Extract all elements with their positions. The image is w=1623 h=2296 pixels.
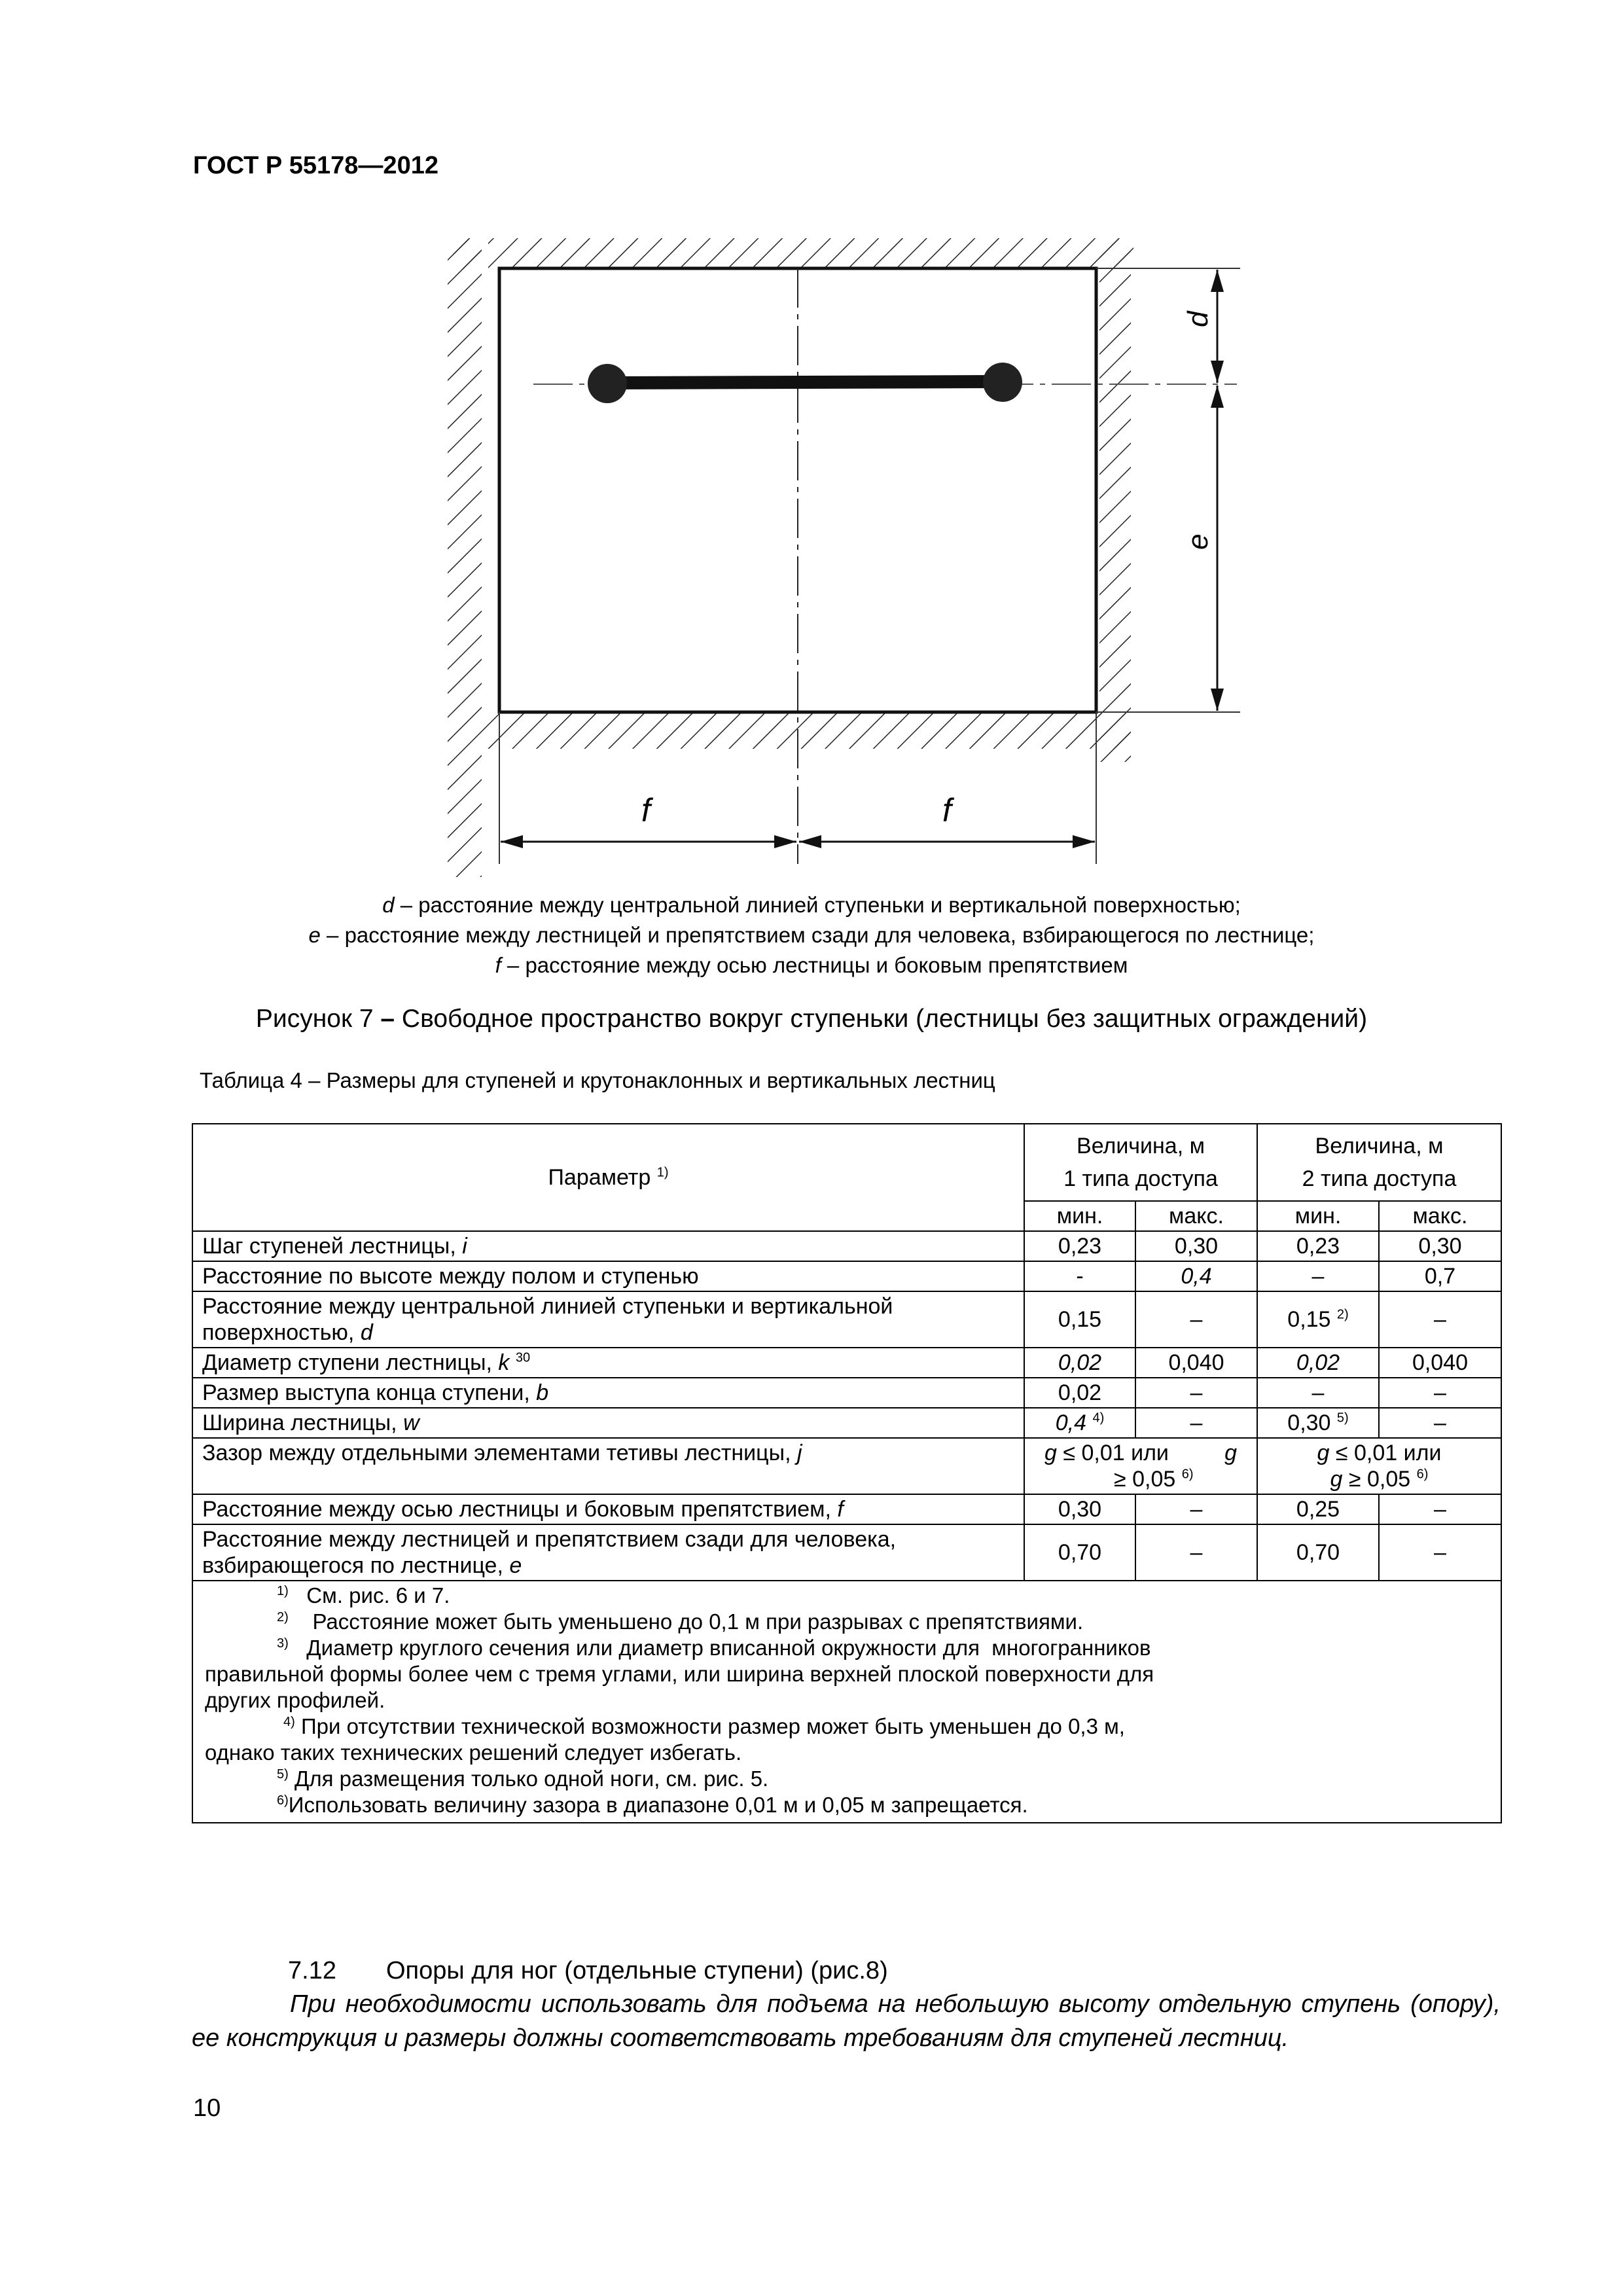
value-cell: 0,040 bbox=[1379, 1348, 1501, 1378]
table-row bbox=[192, 1231, 1501, 1261]
value-cell: 0,30 bbox=[1379, 1231, 1501, 1261]
footnote: $^{6)}$Использовать величину зазора в диапазоне 0,01 м и 0,05 м запрещается. bbox=[277, 1793, 1028, 1817]
value-cell: – bbox=[1135, 1494, 1257, 1524]
header-max-1: макс. bbox=[1135, 1201, 1257, 1231]
value-cell: - bbox=[1024, 1261, 1135, 1291]
section-number: 7.12 bbox=[288, 1957, 336, 1984]
param-cell: Расстояние по высоте между полом и ступенью bbox=[192, 1261, 1024, 1291]
value-cell: – bbox=[1135, 1524, 1257, 1581]
legend-line-d: d – расстояние между центральной линией ступеньки и вертикальной поверхностью; bbox=[382, 893, 1241, 917]
param-cell: Размер выступа конца ступени, b bbox=[192, 1378, 1024, 1408]
table-title: Таблица 4 – Размеры для ступеней и крутонаклонных и вертикальных лестниц bbox=[200, 1068, 995, 1092]
dimensions-table bbox=[192, 1123, 1502, 1823]
stile-left bbox=[588, 364, 627, 403]
table-row bbox=[192, 1261, 1501, 1291]
figure-legend bbox=[196, 890, 1427, 980]
value-cell: 0,02 bbox=[1024, 1348, 1135, 1378]
legend-line-e: e – расстояние между лестницей и препятствием сзади для человека, взбирающегося по лестнице; bbox=[308, 923, 1315, 947]
table-header-row bbox=[192, 1124, 1501, 1201]
param-cell: Расстояние между лестницей и препятствием сзади для человека, взбирающегося по лестнице, e bbox=[192, 1524, 1024, 1581]
param-cell: Ширина лестницы, w bbox=[192, 1408, 1024, 1438]
param-cell: Диаметр ступени лестницы, k $^{30}$ bbox=[192, 1348, 1024, 1378]
label-e: e bbox=[1182, 533, 1214, 550]
value-cell: 0,02 bbox=[1024, 1378, 1135, 1408]
label-f-left: f bbox=[641, 792, 651, 829]
header-param: Параметр $^{1)}$ bbox=[192, 1124, 1024, 1231]
section-title: Опоры для ног (отдельные ступени) (рис.8) bbox=[386, 1957, 888, 1984]
value-cell-gap-2: g ≤ 0,01 или g ≥ 0,05 $^{6)}$ bbox=[1257, 1438, 1501, 1494]
param-cell: Зазор между отдельными элементами тетивы лестницы, j bbox=[192, 1438, 1024, 1494]
value-cell: – bbox=[1135, 1291, 1257, 1348]
value-cell: 0,23 bbox=[1024, 1231, 1135, 1261]
value-cell: – bbox=[1379, 1291, 1501, 1348]
header-min-2: мин. bbox=[1257, 1201, 1379, 1231]
value-cell-gap-1: g ≤ 0,01 или g ≥ 0,05 $^{6)}$ bbox=[1024, 1438, 1257, 1494]
table-notes bbox=[192, 1581, 1501, 1823]
footnote-continuation: других профилей. bbox=[205, 1688, 385, 1712]
value-cell: – bbox=[1257, 1378, 1379, 1408]
figure-caption: Рисунок 7 – Свободное пространство вокруг ступеньки (лестницы без защитных ограждений) bbox=[255, 1005, 1368, 1033]
value-cell: 0,4 $^{4)}$ bbox=[1024, 1408, 1135, 1438]
section-heading bbox=[288, 1957, 888, 1985]
footnote-continuation: правильной формы более чем с тремя углами, или ширина верхней плоской поверхности для bbox=[205, 1662, 1154, 1686]
value-cell: 0,7 bbox=[1379, 1261, 1501, 1291]
footnote-continuation: однако таких технических решений следует избегать. bbox=[205, 1740, 742, 1765]
table-row bbox=[192, 1408, 1501, 1438]
value-cell: 0,25 bbox=[1257, 1494, 1379, 1524]
label-d: d bbox=[1182, 311, 1214, 327]
wall-hatch-left bbox=[448, 238, 482, 877]
table-row bbox=[192, 1348, 1501, 1378]
wall-hatch-top bbox=[453, 238, 1133, 270]
value-cell: – bbox=[1135, 1378, 1257, 1408]
value-cell: – bbox=[1379, 1378, 1501, 1408]
section-body: При необходимости использовать для подъема на небольшую высоту отдельную ступень (опору), ее конструкция и размеры должны соответствовать требованиям для ступеней лестниц. bbox=[192, 1990, 1501, 2052]
page-number: 10 bbox=[193, 2094, 221, 2122]
figure-7-diagram bbox=[425, 209, 1270, 877]
value-cell: – bbox=[1379, 1408, 1501, 1438]
document-header: ГОСТ Р 55178—2012 bbox=[193, 152, 438, 179]
wall-hatch-bottom bbox=[482, 713, 1130, 749]
value-cell: 0,23 bbox=[1257, 1231, 1379, 1261]
value-cell: 0,30 bbox=[1024, 1494, 1135, 1524]
value-cell: 0,15 $^{2)}$ bbox=[1257, 1291, 1379, 1348]
footnote: $^{2)}$ Расстояние может быть уменьшено до 0,1 м при разрывах с препятствиями. bbox=[277, 1609, 1084, 1634]
stile-right bbox=[983, 363, 1022, 402]
value-cell: 0,70 bbox=[1024, 1524, 1135, 1581]
header-min-1: мин. bbox=[1024, 1201, 1135, 1231]
table-row bbox=[192, 1378, 1501, 1408]
footnote: $^{1)}$ См. рис. 6 и 7. bbox=[277, 1583, 450, 1607]
param-cell: Расстояние между центральной линией ступеньки и вертикальной поверхностью, d bbox=[192, 1291, 1024, 1348]
footnote: $^{4)}$ При отсутствии технической возможности размер может быть уменьшен до 0,3 м, bbox=[283, 1714, 1125, 1738]
value-cell: 0,30 $^{5)}$ bbox=[1257, 1408, 1379, 1438]
value-cell: – bbox=[1379, 1494, 1501, 1524]
header-access-1: Величина, м 1 типа доступа bbox=[1024, 1124, 1257, 1201]
value-cell: 0,15 bbox=[1024, 1291, 1135, 1348]
value-cell: – bbox=[1379, 1524, 1501, 1581]
param-cell: Шаг ступеней лестницы, i bbox=[192, 1231, 1024, 1261]
label-f-right: f bbox=[942, 792, 952, 829]
value-cell: 0,4 bbox=[1135, 1261, 1257, 1291]
footnote: $^{5)}$ Для размещения только одной ноги, см. рис. 5. bbox=[277, 1767, 769, 1791]
value-cell: 0,040 bbox=[1135, 1348, 1257, 1378]
rung-bar bbox=[609, 382, 1001, 383]
table-row bbox=[192, 1438, 1501, 1494]
footnote: $^{3)}$ Диаметр круглого сечения или диаметр вписанной окружности для многогранников bbox=[277, 1636, 1151, 1660]
table-notes-row bbox=[192, 1581, 1501, 1823]
wall-hatch-right bbox=[1099, 238, 1131, 762]
header-max-2: макс. bbox=[1379, 1201, 1501, 1231]
header-access-2: Величина, м 2 типа доступа bbox=[1257, 1124, 1501, 1201]
value-cell: 0,70 bbox=[1257, 1524, 1379, 1581]
value-cell: – bbox=[1135, 1408, 1257, 1438]
legend-line-f: f – расстояние между осью лестницы и боковым препятствием bbox=[495, 953, 1128, 977]
table-row bbox=[192, 1524, 1501, 1581]
value-cell: – bbox=[1257, 1261, 1379, 1291]
value-cell: 0,02 bbox=[1257, 1348, 1379, 1378]
table-row bbox=[192, 1291, 1501, 1348]
param-cell: Расстояние между осью лестницы и боковым препятствием, f bbox=[192, 1494, 1024, 1524]
table-row bbox=[192, 1494, 1501, 1524]
value-cell: 0,30 bbox=[1135, 1231, 1257, 1261]
